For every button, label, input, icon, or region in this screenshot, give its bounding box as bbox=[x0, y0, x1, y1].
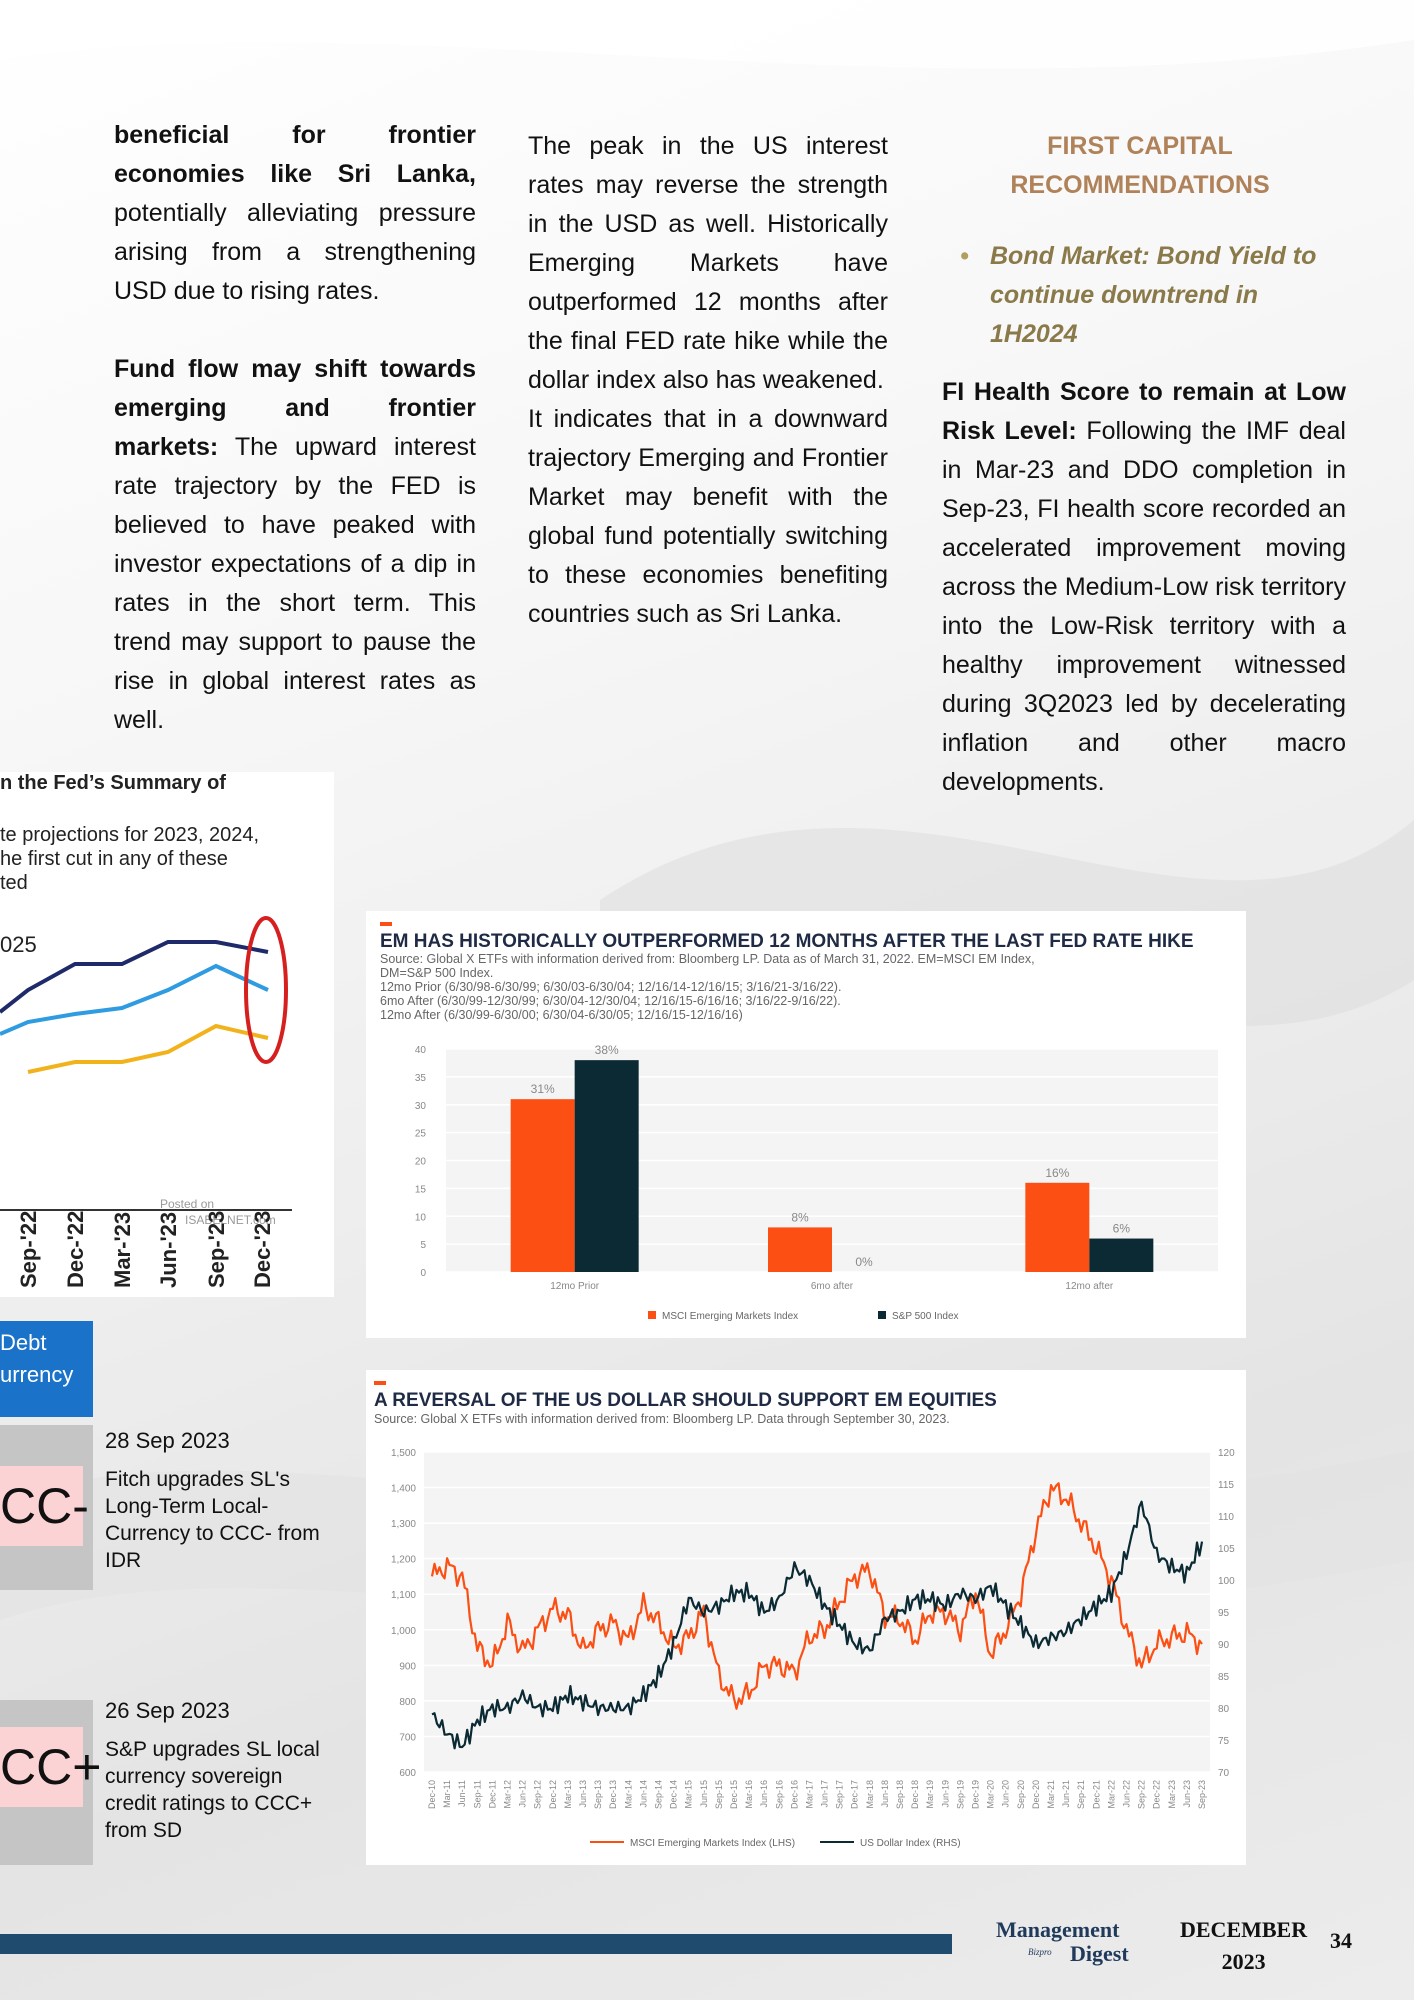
bar-legend-swatch bbox=[648, 1311, 656, 1319]
line-y-left-tick: 700 bbox=[399, 1732, 416, 1744]
bar-chart-title: EM HAS HISTORICALLY OUTPERFORMED 12 MONTHS AFTER THE LAST FED RATE HIKE bbox=[380, 931, 1194, 952]
line-y-left-tick: 900 bbox=[399, 1661, 416, 1673]
bar-value-label: 6% bbox=[1112, 1221, 1131, 1236]
line-x-tick: Mar-12 bbox=[502, 1780, 513, 1809]
line-x-tick: Sep-23 bbox=[1197, 1780, 1207, 1810]
line-y-right-tick: 110 bbox=[1218, 1512, 1234, 1523]
line-y-left-tick: 1,500 bbox=[390, 1448, 416, 1459]
fed-line-yellow bbox=[28, 1026, 268, 1072]
line-x-tick: Jun-18 bbox=[879, 1780, 890, 1808]
line-y-right-tick: 90 bbox=[1218, 1640, 1230, 1651]
bar-1-0 bbox=[575, 1060, 639, 1272]
line-x-tick: Jun-22 bbox=[1121, 1780, 1132, 1808]
article-column-1 bbox=[114, 116, 476, 740]
line-y-right-tick: 70 bbox=[1218, 1768, 1230, 1779]
line-x-tick: Mar-13 bbox=[562, 1780, 573, 1809]
logo-small-text: Bizpro bbox=[1028, 1947, 1052, 1957]
line-y-left-tick: 1,100 bbox=[390, 1590, 416, 1602]
line-x-tick: Dec-11 bbox=[487, 1780, 498, 1809]
line-x-tick: Dec-12 bbox=[547, 1780, 558, 1810]
bar-value-label: 38% bbox=[594, 1043, 619, 1058]
fed-x-label: Dec-'22 bbox=[63, 1210, 88, 1288]
fed-chart-year-label: 025 bbox=[0, 932, 37, 957]
line-y-right-tick: 115 bbox=[1218, 1480, 1234, 1491]
heading-line-2: RECOMMENDATIONS bbox=[1010, 171, 1270, 199]
fed-projection-chart-card bbox=[0, 772, 334, 1297]
bond-market-bullet bbox=[960, 237, 1340, 354]
line-x-tick: Mar-16 bbox=[744, 1780, 755, 1809]
bar-y-tick: 35 bbox=[414, 1072, 426, 1084]
bar-source-line-4: 6mo After (6/30/99-12/30/99; 6/30/04-12/30/04; 12/16/15-6/16/16; 3/16/22-9/16/22). bbox=[380, 994, 841, 1008]
bar-1-2 bbox=[1089, 1239, 1153, 1272]
bar-value-label: 31% bbox=[530, 1082, 555, 1097]
line-x-tick: Jun-23 bbox=[1181, 1780, 1192, 1808]
bar-y-tick: 0 bbox=[420, 1268, 426, 1279]
fed-x-label: Mar-'23 bbox=[110, 1211, 135, 1288]
line-chart-title: A REVERSAL OF THE US DOLLAR SHOULD SUPPORT EM EQUITIES bbox=[374, 1390, 997, 1411]
line-plot-area bbox=[424, 1452, 1210, 1772]
line-x-tick: Sep-11 bbox=[472, 1780, 483, 1809]
line-x-tick: Dec-10 bbox=[427, 1780, 437, 1810]
footer-bar bbox=[0, 1934, 952, 1954]
bar-category-label: 12mo after bbox=[1065, 1281, 1114, 1292]
fed-x-label: Sep-'23 bbox=[204, 1210, 229, 1288]
event-date-2: 26 Sep 2023 bbox=[105, 1698, 230, 1723]
fed-chart-subtitle-2: he first cut in any of these bbox=[0, 848, 228, 870]
fi-health-bold: FI Health Score to remain at Low Risk Level: bbox=[942, 378, 1346, 445]
em-outperformance-chart-card bbox=[366, 911, 1246, 1338]
fi-health-text: Following the IMF deal in Mar-23 and DDO completion in Sep-23, FI health score recorded an accelerated improvement moving across the Medium-Low risk territory into the Low-Risk territory with a healthy improvement witnessed during 3Q2023 led by decelerating inflation and other macro developments. bbox=[942, 417, 1346, 796]
line-x-tick: Sep-20 bbox=[1015, 1780, 1026, 1810]
tab-line-2: urrency bbox=[0, 1362, 74, 1387]
fed-x-label: Jun-'23 bbox=[156, 1211, 181, 1288]
line-x-tick: Sep-19 bbox=[955, 1780, 966, 1810]
line-x-tick: Dec-19 bbox=[970, 1780, 981, 1810]
issue-date bbox=[1180, 1914, 1307, 1978]
fund-flow-bold: Fund flow may shift towards emerging and frontier markets: bbox=[114, 355, 476, 461]
line-x-tick: Mar-21 bbox=[1046, 1780, 1057, 1809]
debt-currency-tab bbox=[0, 1321, 93, 1417]
paragraph-us-rates: The peak in the US interest rates may reverse the strength in the USD as well. Historically Emerging Markets have outperformed 12 months after the final FED rate hike while the dollar index also has weakened. bbox=[528, 132, 888, 394]
line-y-right-tick: 95 bbox=[1218, 1608, 1230, 1619]
logo-line-1: Management bbox=[996, 1917, 1120, 1942]
bar-legend-swatch bbox=[878, 1311, 886, 1319]
line-x-tick: Jun-17 bbox=[819, 1780, 830, 1808]
bar-value-label: 0% bbox=[855, 1255, 873, 1269]
fed-watermark-2: ISABELNET.com bbox=[185, 1213, 276, 1227]
line-x-tick: Sep-17 bbox=[834, 1780, 845, 1810]
line-chart-plot bbox=[366, 1370, 1246, 1865]
line-x-tick: Sep-16 bbox=[774, 1780, 785, 1810]
line-x-tick: Sep-13 bbox=[593, 1780, 604, 1810]
rating-badge-1: CC- bbox=[0, 1466, 83, 1546]
bar-legend-label: MSCI Emerging Markets Index bbox=[662, 1311, 799, 1322]
logo-line-2: Digest bbox=[1070, 1941, 1129, 1966]
article-column-2 bbox=[528, 127, 888, 634]
paragraph-downward-trajectory: It indicates that in a downward trajectory Emerging and Frontier Market may benefit with the global fund potentially switching to these economies benefiting countries such as Sri Lanka. bbox=[528, 405, 888, 628]
line-y-right-tick: 120 bbox=[1218, 1448, 1235, 1459]
line-x-tick: Jun-15 bbox=[698, 1780, 709, 1808]
line-x-tick: Dec-16 bbox=[789, 1780, 800, 1810]
bar-0-1 bbox=[768, 1227, 832, 1272]
line-x-tick: Dec-20 bbox=[1030, 1780, 1041, 1810]
line-x-tick: Mar-11 bbox=[442, 1780, 453, 1808]
paragraph-benefit bbox=[114, 116, 476, 311]
bar-source-line-5: 12mo After (6/30/99-6/30/00; 6/30/04-6/30/05; 12/16/15-12/16/16) bbox=[380, 1008, 743, 1022]
bar-category-label: 12mo Prior bbox=[550, 1281, 600, 1292]
fed-x-label: Dec-'23 bbox=[250, 1210, 275, 1288]
bar-source-line-1: Source: Global X ETFs with information derived from: Bloomberg LP. Data as of March 31, 2022. EM=MSCI EM Index, bbox=[380, 952, 1035, 966]
bar-y-tick: 30 bbox=[414, 1100, 426, 1112]
rating-event-2 bbox=[105, 1697, 325, 1844]
fed-line-blue bbox=[0, 966, 268, 1034]
paragraph-fund-flow bbox=[114, 350, 476, 740]
event-text-2: S&P upgrades SL local currency sovereign credit ratings to CCC+ from SD bbox=[105, 1738, 320, 1842]
fed-x-label: Sep-'22 bbox=[16, 1210, 41, 1288]
line-x-tick: Dec-13 bbox=[608, 1780, 619, 1810]
event-date-1: 28 Sep 2023 bbox=[105, 1428, 230, 1453]
line-x-tick: Sep-14 bbox=[653, 1780, 664, 1810]
line-x-tick: Dec-15 bbox=[728, 1780, 739, 1810]
line-x-tick: Mar-23 bbox=[1166, 1780, 1177, 1809]
line-y-left-tick: 1,200 bbox=[390, 1554, 416, 1566]
benefit-text: potentially alleviating pressure arising from a strengthening USD due to rising rates. bbox=[114, 199, 476, 305]
line-legend-label: MSCI Emerging Markets Index (LHS) bbox=[630, 1838, 796, 1849]
event-text-1: Fitch upgrades SL's Long-Term Local-Currency to CCC- from IDR bbox=[105, 1468, 320, 1572]
line-y-left-tick: 600 bbox=[399, 1768, 416, 1779]
bar-value-label: 16% bbox=[1045, 1165, 1070, 1180]
line-x-tick: Dec-22 bbox=[1151, 1780, 1162, 1810]
bar-source-line-2: DM=S&P 500 Index. bbox=[380, 966, 494, 980]
line-x-tick: Jun-12 bbox=[517, 1780, 528, 1808]
line-chart-source: Source: Global X ETFs with information derived from: Bloomberg LP. Data through September 30, 2023. bbox=[374, 1412, 950, 1426]
page-number: 34 bbox=[1330, 1928, 1352, 1953]
bar-y-tick: 10 bbox=[414, 1212, 426, 1224]
fi-health-paragraph bbox=[942, 373, 1346, 802]
line-x-tick: Jun-13 bbox=[577, 1780, 588, 1808]
rating-badge-2: CC+ bbox=[0, 1727, 83, 1807]
line-x-tick: Mar-15 bbox=[683, 1780, 694, 1809]
line-y-right-tick: 75 bbox=[1218, 1736, 1230, 1747]
fed-chart-subtitle-1: te projections for 2023, 2024, bbox=[0, 824, 260, 846]
line-y-right-tick: 85 bbox=[1218, 1672, 1230, 1683]
bar-0-0 bbox=[511, 1099, 575, 1272]
line-x-tick: Dec-14 bbox=[668, 1780, 679, 1810]
line-x-tick: Mar-19 bbox=[925, 1780, 936, 1809]
line-y-right-tick: 100 bbox=[1218, 1576, 1235, 1587]
line-x-tick: Mar-20 bbox=[985, 1780, 996, 1809]
heading-line-1: FIRST CAPITAL bbox=[1047, 132, 1233, 160]
line-x-tick: Mar-18 bbox=[864, 1780, 875, 1809]
fed-chart-subtitle-3: ted bbox=[0, 872, 28, 894]
line-x-tick: Jun-21 bbox=[1061, 1780, 1072, 1808]
bar-y-tick: 5 bbox=[420, 1240, 426, 1252]
line-x-tick: Jun-16 bbox=[759, 1780, 770, 1808]
bar-source-line-3: 12mo Prior (6/30/98-6/30/99; 6/30/03-6/30/04; 12/16/14-12/16/15; 3/16/21-3/16/22). bbox=[380, 980, 842, 994]
line-x-tick: Sep-15 bbox=[713, 1780, 724, 1810]
line-x-tick: Sep-18 bbox=[895, 1780, 906, 1810]
fed-projection-lines bbox=[0, 772, 334, 1297]
line-x-tick: Jun-14 bbox=[638, 1780, 649, 1808]
bar-0-2 bbox=[1025, 1183, 1089, 1272]
line-x-tick: Dec-17 bbox=[849, 1780, 860, 1810]
bullet-text: Bond Market: Bond Yield to continue downtrend in 1H2024 bbox=[990, 242, 1317, 348]
usd-reversal-chart-card bbox=[366, 1370, 1246, 1865]
issue-month: DECEMBER bbox=[1180, 1917, 1308, 1942]
tab-line-1: Debt bbox=[0, 1330, 47, 1355]
line-legend-label: US Dollar Index (RHS) bbox=[860, 1838, 961, 1849]
line-y-right-tick: 105 bbox=[1218, 1544, 1235, 1555]
line-y-left-tick: 800 bbox=[399, 1696, 416, 1708]
line-x-tick: Dec-18 bbox=[910, 1780, 921, 1810]
line-x-tick: Sep-21 bbox=[1076, 1780, 1087, 1810]
bar-legend-label: S&P 500 Index bbox=[892, 1311, 959, 1322]
bar-chart-plot bbox=[366, 911, 1246, 1338]
line-x-tick: Jun-11 bbox=[457, 1780, 468, 1807]
line-x-tick: Sep-12 bbox=[532, 1780, 543, 1810]
line-x-tick: Jun-20 bbox=[1000, 1780, 1011, 1808]
issue-year: 2023 bbox=[1221, 1949, 1266, 1974]
recommendations-heading bbox=[950, 127, 1330, 205]
line-x-tick: Mar-14 bbox=[623, 1780, 634, 1809]
line-x-tick: Mar-22 bbox=[1106, 1780, 1117, 1809]
line-y-right-tick: 80 bbox=[1218, 1704, 1230, 1715]
management-digest-logo bbox=[996, 1917, 1129, 1966]
bar-y-tick: 25 bbox=[414, 1128, 426, 1140]
line-y-left-tick: 1,400 bbox=[390, 1483, 416, 1495]
fed-chart-title: n the Fed’s Summary of bbox=[0, 772, 226, 794]
line-x-tick: Jun-19 bbox=[940, 1780, 951, 1808]
rating-event-1 bbox=[105, 1427, 325, 1574]
line-x-tick: Sep-22 bbox=[1136, 1780, 1147, 1810]
benefit-bold: beneficial for frontier economies like Sri Lanka, bbox=[114, 121, 476, 188]
line-y-left-tick: 1,300 bbox=[390, 1519, 416, 1531]
line-x-tick: Dec-21 bbox=[1091, 1780, 1102, 1810]
bar-value-label: 8% bbox=[791, 1210, 809, 1225]
line-x-tick: Mar-17 bbox=[804, 1780, 815, 1809]
line-y-left-tick: 1,000 bbox=[390, 1625, 416, 1637]
fed-watermark-1: Posted on bbox=[160, 1197, 215, 1211]
bar-y-tick: 15 bbox=[414, 1184, 426, 1196]
bullet-dot-icon: • bbox=[960, 242, 969, 270]
bar-y-tick: 40 bbox=[414, 1045, 426, 1056]
bar-category-label: 6mo after bbox=[810, 1281, 854, 1292]
bar-y-tick: 20 bbox=[414, 1156, 426, 1168]
fund-flow-text: The upward interest rate trajectory by the FED is believed to have peaked with investor expectations of a dip in rates in the short term. This trend may support to pause the rise in global interest rates as well. bbox=[114, 433, 476, 734]
